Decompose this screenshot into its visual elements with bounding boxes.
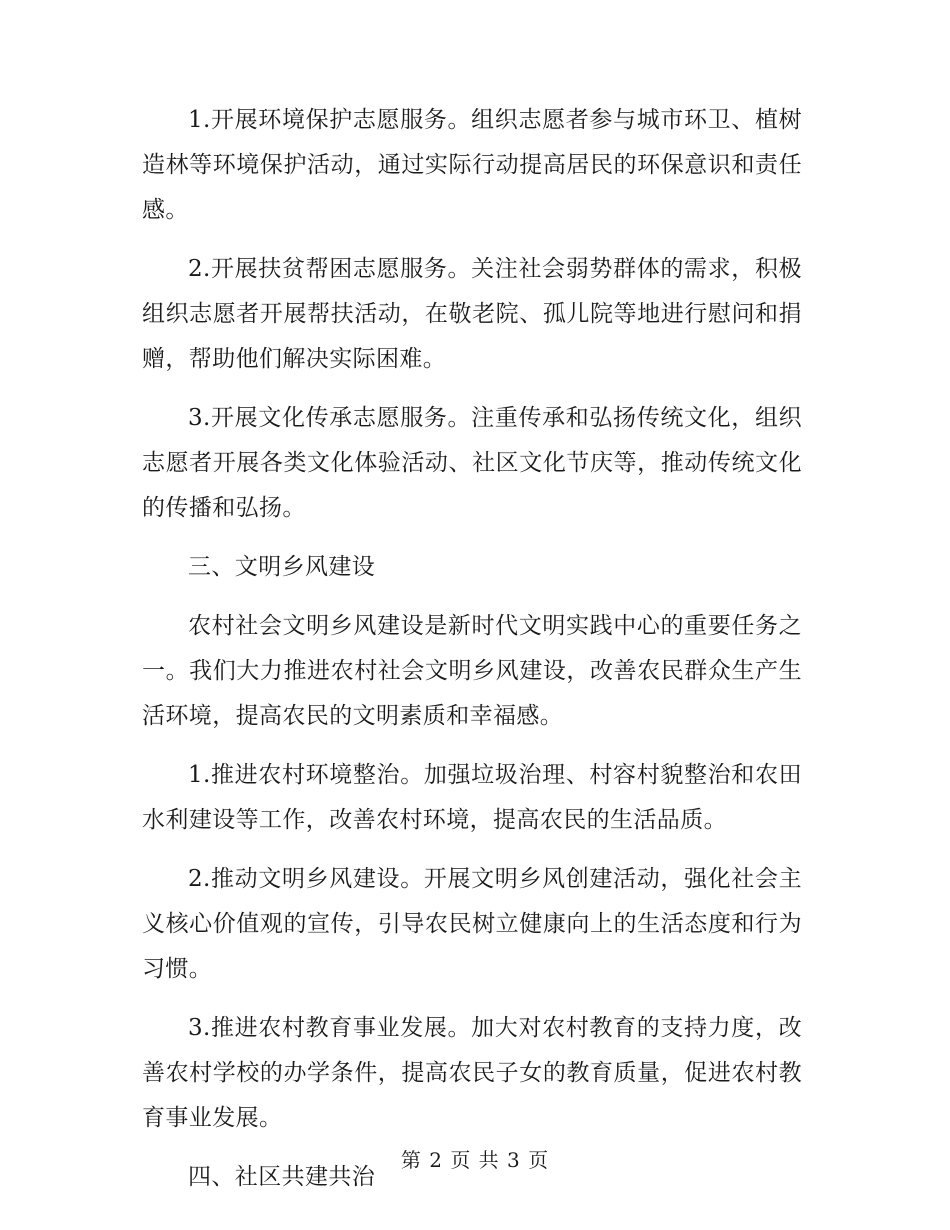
page-number-footer: 第 2 页 共 3 页 (400, 1148, 550, 1172)
paragraph-culture-volunteer: 3.开展文化传承志愿服务。注重传承和弘扬传统文化，组织志愿者开展各类文化体验活动、社区文化节庆等，推动传统文化的传播和弘扬。 (142, 405, 802, 521)
document-body (142, 98, 802, 1214)
section-heading-community: 四、社区共建共治 (188, 1164, 376, 1190)
paragraph-civilized-customs-intro: 农村社会文明乡风建设是新时代文明实践中心的重要任务之一。我们大力推进农村社会文明乡风建设，改善农民群众生产生活环境，提高农民的文明素质和幸福感。 (142, 613, 802, 729)
paragraph-rural-environment: 1.推进农村环境整治。加强垃圾治理、村容村貌整治和农田水利建设等工作，改善农村环境，提高农民的生活品质。 (142, 762, 802, 833)
paragraph-rural-education: 3.推进农村教育事业发展。加大对农村教育的支持力度，改善农村学校的办学条件，提高农民子女的教育质量，促进农村教育事业发展。 (142, 1015, 802, 1131)
section-heading-civilized-customs: 三、文明乡风建设 (188, 554, 376, 580)
paragraph-environment-volunteer: 1.开展环境保护志愿服务。组织志愿者参与城市环卫、植树造林等环境保护活动，通过实际行动提高居民的环保意识和责任感。 (142, 107, 802, 223)
paragraph-poverty-volunteer: 2.开展扶贫帮困志愿服务。关注社会弱势群体的需求，积极组织志愿者开展帮扶活动，在敬老院、孤儿院等地进行慰问和捐赠，帮助他们解决实际困难。 (142, 256, 802, 372)
paragraph-civilized-customs-building: 2.推动文明乡风建设。开展文明乡风创建活动，强化社会主义核心价值观的宣传，引导农民树立健康向上的生活态度和行为习惯。 (142, 866, 802, 982)
